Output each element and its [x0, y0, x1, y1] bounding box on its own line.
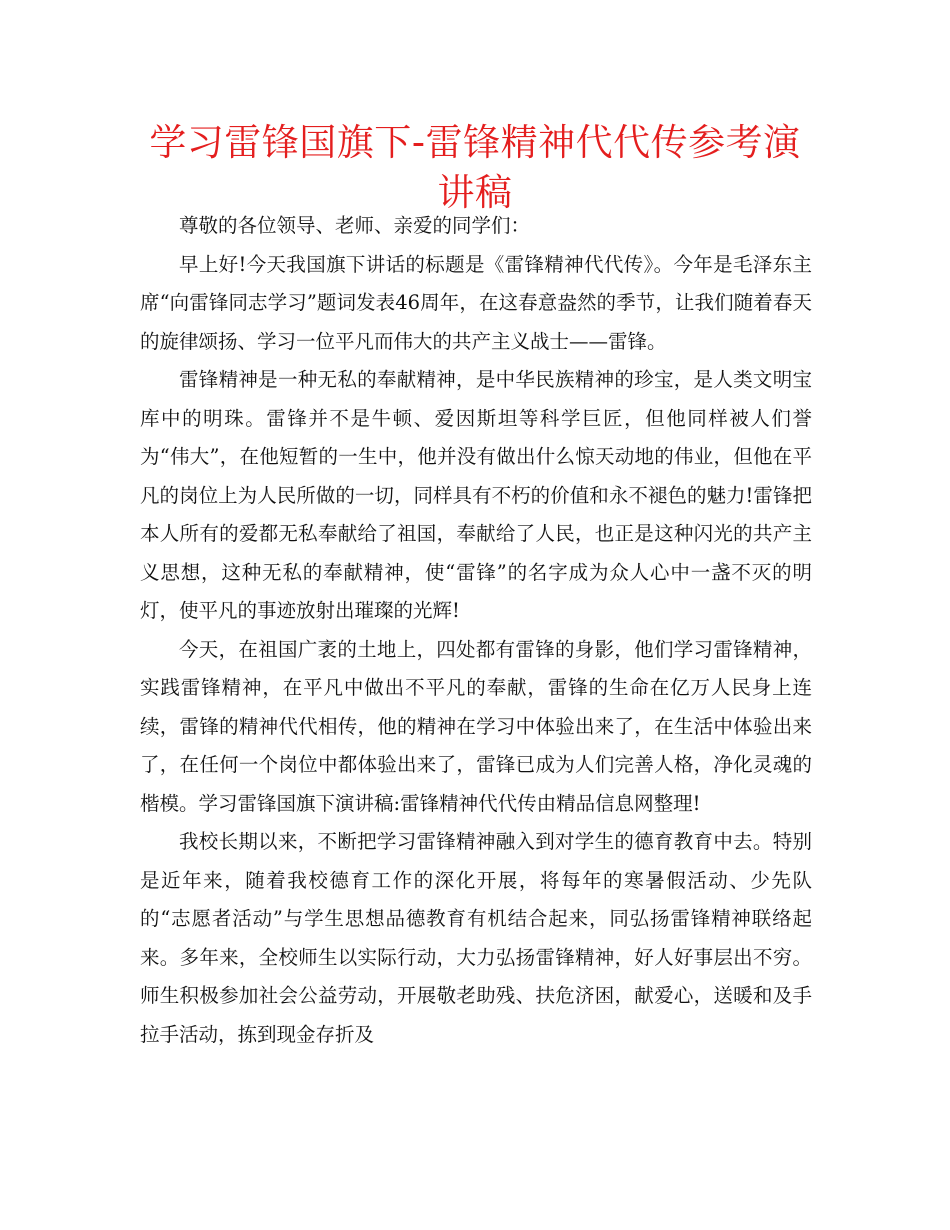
paragraph-lei-feng-spirit: 雷锋精神是一种无私的奉献精神，是中华民族精神的珍宝，是人类文明宝库中的明珠。雷锋并不是牛顿、爱因斯坦等科学巨匠，但他同样被人们誉为“伟大”，在他短暂的一生中，他并没有做出什么惊天动地的伟业，但他在平凡的岗位上为人民所做的一切，同样具有不朽的价值和永不褪色的魅力!雷锋把本人所有的爱都无私奉献给了祖国，奉献给了人民，也正是这种闪光的共产主义思想，这种无私的奉献精神，使“雷锋”的名字成为众人心中一盏不灭的明灯，使平凡的事迹放射出璀璨的光辉!: [140, 368, 812, 622]
paragraph-today: 今天，在祖国广袤的土地上，四处都有雷锋的身影，他们学习雷锋精神，实践雷锋精神，在平凡中做出不平凡的奉献，雷锋的生命在亿万人民身上连续，雷锋的精神代代相传，他的精神在学习中体验出来了，在生活中体验出来了，在任何一个岗位中都体验出来了，雷锋已成为人们完善人格，净化灵魂的楷模。学习雷锋国旗下演讲稿:雷锋精神代代传由精品信息网整理!: [140, 637, 812, 815]
paragraph-salutation: 尊敬的各位领导、老师、亲爱的同学们：: [179, 214, 531, 237]
document-body: [140, 207, 812, 1054]
paragraph-greeting: 早上好!今天我国旗下讲话的标题是《雷锋精神代代传》。今年是毛泽东主席“向雷锋同志学习”题词发表46周年，在这春意盎然的季节，让我们随着春天的旋律颂扬、学习一位平凡而伟大的共产主义战士——雷锋。: [140, 252, 812, 353]
paragraph-our-school: 我校长期以来，不断把学习雷锋精神融入到对学生的德育教育中去。特别是近年来，随着我校德育工作的深化开展，将每年的寒暑假活动、少先队的“志愿者活动”与学生思想品德教育有机结合起来，同弘扬雷锋精神联络起来。多年来，全校师生以实际行动，大力弘扬雷锋精神，好人好事层出不穷。师生积极参加社会公益劳动，开展敬老助残、扶危济困，献爱心，送暖和及手拉手活动，拣到现金存折及: [140, 830, 812, 1046]
document-title: 学习雷锋国旗下-雷锋精神代代传参考演讲稿: [149, 121, 801, 214]
